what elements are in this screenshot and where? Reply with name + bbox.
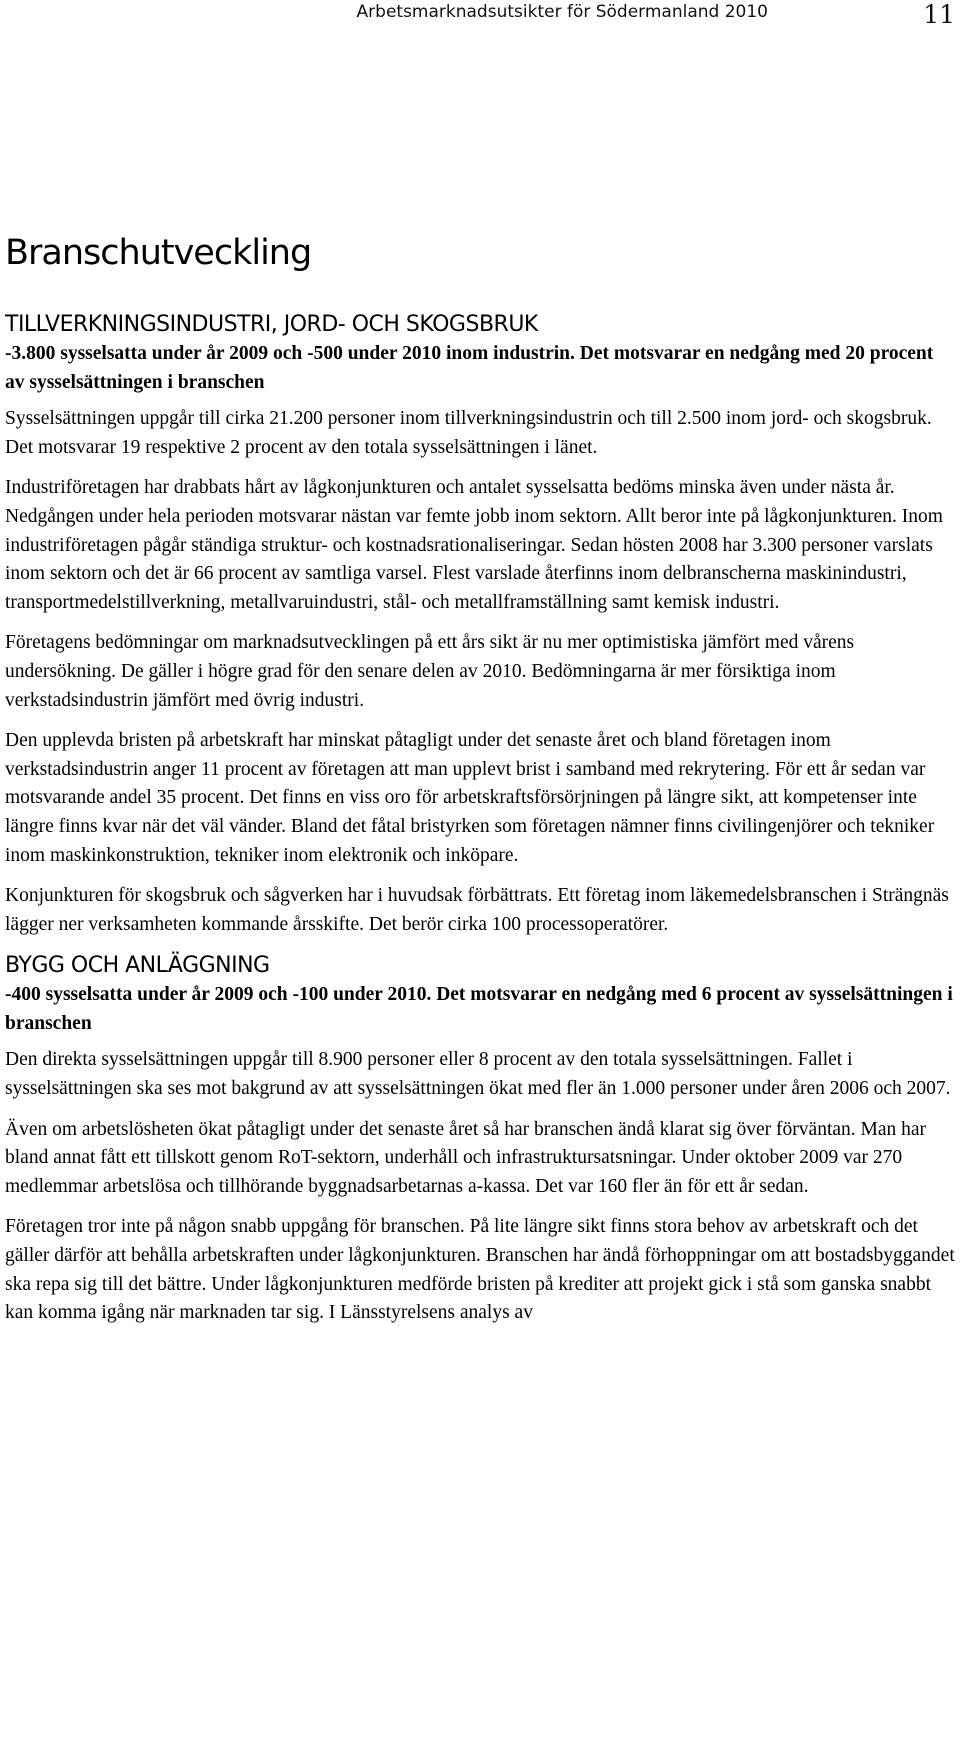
lead-paragraph: -3.800 sysselsatta under år 2009 och -500 under 2010 inom industrin. Det motsvarar en nedgång med 20 procent av sysselsättningen i branschen	[5, 343, 934, 393]
body-paragraph: Den direkta sysselsättningen uppgår till 8.900 personer eller 8 procent av den totala sysselsättningen. Fallet i sysselsättningen ska ses mot bakgrund av att sysselsättningen ökat med fler än 1.000 personer under åren 2006 och 2007.	[5, 1049, 951, 1100]
page-number: 11	[923, 0, 955, 29]
page-content	[5, 232, 955, 1340]
section-construction	[5, 951, 955, 1328]
section-title: Branschutveckling	[5, 233, 312, 273]
body-paragraph: Konjunkturen för skogsbruk och sågverken har i huvudsak förbättrats. Ett företag inom läkemedelsbranschen i Strängnäs lägger ner verksamheten kommande årsskifte. Det berör cirka 100 processoperatörer.	[5, 885, 949, 935]
subsection-heading: TILLVERKNINGSINDUSTRI, JORD- OCH SKOGSBRUK	[5, 312, 538, 337]
section-industry	[5, 310, 955, 939]
subsection-heading: BYGG OCH ANLÄGGNING	[5, 953, 270, 979]
body-paragraph: Företagens bedömningar om marknadsutvecklingen på ett års sikt är nu mer optimistiska jämfört med vårens undersökning. De gäller i högre grad för den senare delen av 2010. Bedömningarna är mer försiktiga inom verkstadsindustrin jämfört med övrig industri.	[5, 632, 855, 711]
body-paragraph: Industriföretagen har drabbats hårt av lågkonjunkturen och antalet sysselsatta bedöms minska även under nästa år. Nedgången under hela perioden motsvarar nästan var femte jobb inom sektorn. Allt beror inte på lågkonjunkturen. Inom industriföretagen pågår ständiga struktur- och kostnadsrationaliseringar. Sedan hösten 2008 har 3.300 personer varslats inom sektorn och det är 66 procent av samtliga varsel. Flest varslade återfinns inom delbranscherna maskinindustri, transportmedelstillverkning, metallvaruindustri, stål- och metallframställning samt kemisk industri.	[5, 477, 943, 613]
body-paragraph: Sysselsättningen uppgår till cirka 21.200 personer inom tillverkningsindustrin och till 2.500 inom jord- och skogsbruk. Det motsvarar 19 respektive 2 procent av den totala sysselsättningen i länet.	[5, 408, 932, 458]
body-paragraph: Även om arbetslösheten ökat påtagligt under det senaste året så har branschen ändå klarat sig över förväntan. Man har bland annat fått ett tillskott genom RoT-sektorn, underhåll och infrastruktursatsningar. Under oktober 2009 var 270 medlemmar arbetslösa och tillhörande byggnadsarbetarnas a-kassa. Det var 160 fler än för ett år sedan.	[5, 1118, 927, 1197]
running-title: Arbetsmarknadsutsikter för Södermanland 2010	[356, 2, 768, 22]
body-paragraph: Företagen tror inte på någon snabb uppgång för branschen. På lite längre sikt finns stora behov av arbetskraft och det gäller därför att behålla arbetskraften under lågkonjunkturen. Branschen har ändå förhoppningar om att bostadsbyggandet ska repa sig till det bättre. Under lågkonjunkturen medförde bristen på krediter att projekt gick i stå som ganska snabbt kan komma igång när marknaden tar sig. I Länsstyrelsens analys av	[5, 1216, 955, 1324]
body-paragraph: Den upplevda bristen på arbetskraft har minskat påtagligt under det senaste året och bland företagen inom verkstadsindustrin anger 11 procent av företagen att man upplevt brist i samband med rekrytering. För ett år sedan var motsvarande andel 35 procent. Det finns en viss oro för arbetskraftsförsörjningen på längre sikt, att kompetenser inte längre finns kvar när det väl vänder. Bland det fåtal bristyrken som företagen nämner finns civilingenjörer och tekniker inom maskinkonstruktion, tekniker inom elektronik och inköpare.	[5, 730, 935, 866]
lead-paragraph: -400 sysselsatta under år 2009 och -100 under 2010. Det motsvarar en nedgång med 6 procent av sysselsättningen i branschen	[5, 984, 953, 1034]
running-header	[0, 0, 960, 40]
